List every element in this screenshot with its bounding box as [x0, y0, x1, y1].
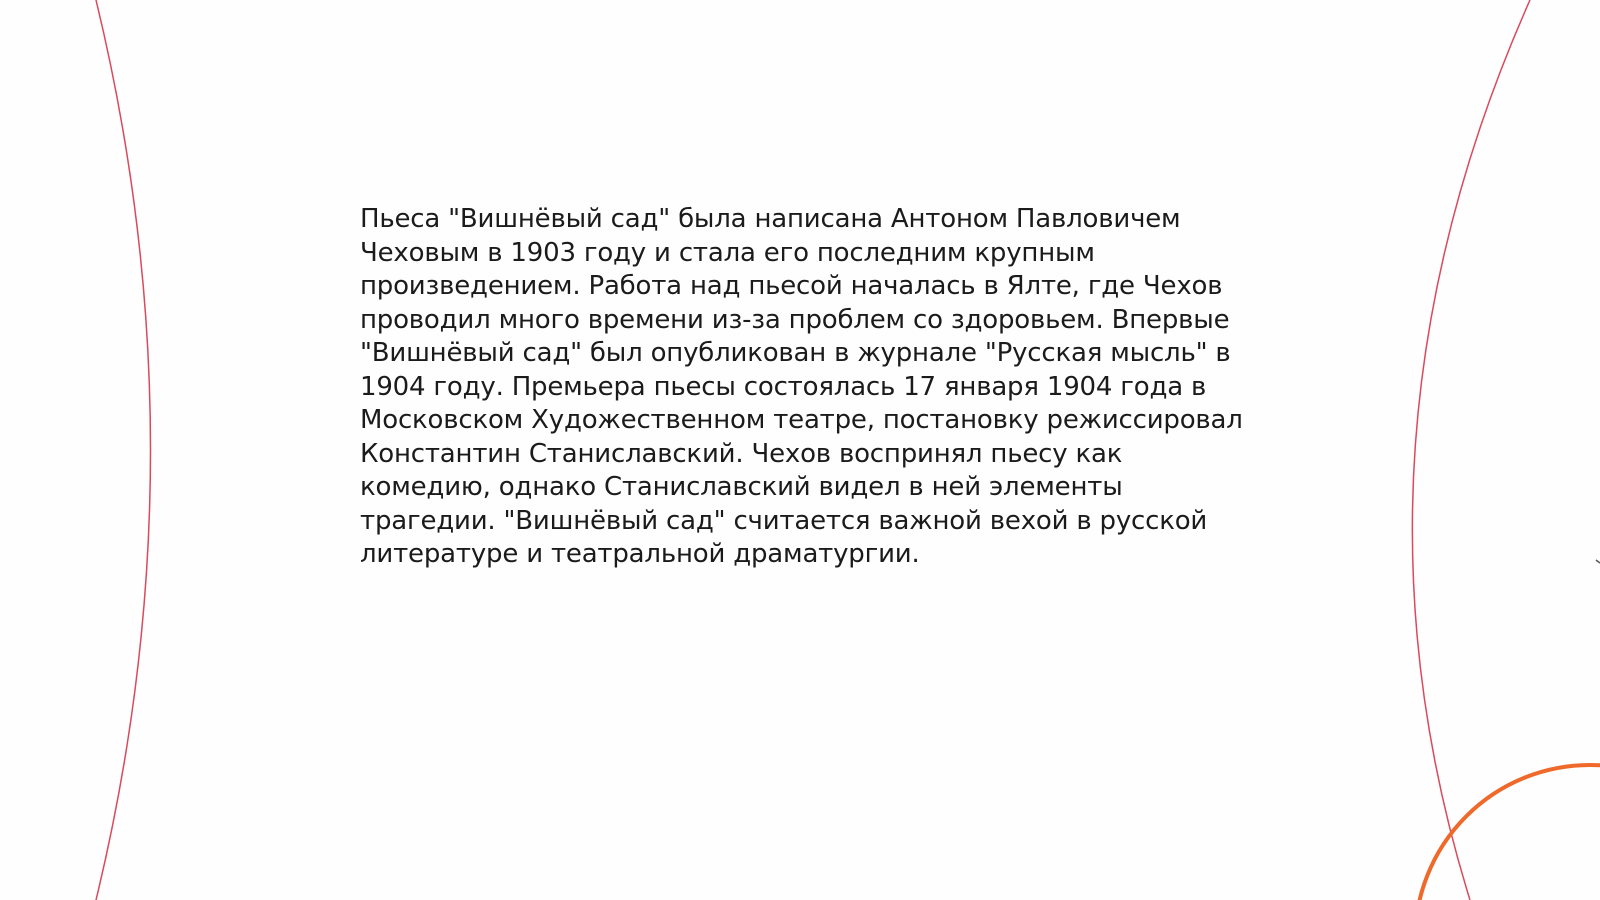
small-chevron-mark: [1596, 560, 1600, 563]
accent-circle-outline: [1415, 765, 1600, 900]
right-curve-line: [1412, 0, 1530, 900]
body-text: Пьеса "Вишнёвый сад" была написана Антоном Павловичем Чеховым в 1903 году и стала его последним крупным произведением. Работа над пьесой началась в Ялте, где Чехов проводил много времени из-за проблем со здоровьем. Впервые "Вишнёвый сад" был опубликован в журнале "Русская мысль" в 1904 году. Премьера пьесы состоялась 17 января 1904 года в Московском Художественном театре, постановку режиссировал Константин Станиславский. Чехов воспринял пьесу как комедию, однако Станиславский видел в ней элементы трагедии. "Вишнёвый сад" считается важной вехой в русской литературе и театральной драматургии.: [360, 204, 1243, 569]
left-curve-line: [96, 0, 151, 900]
